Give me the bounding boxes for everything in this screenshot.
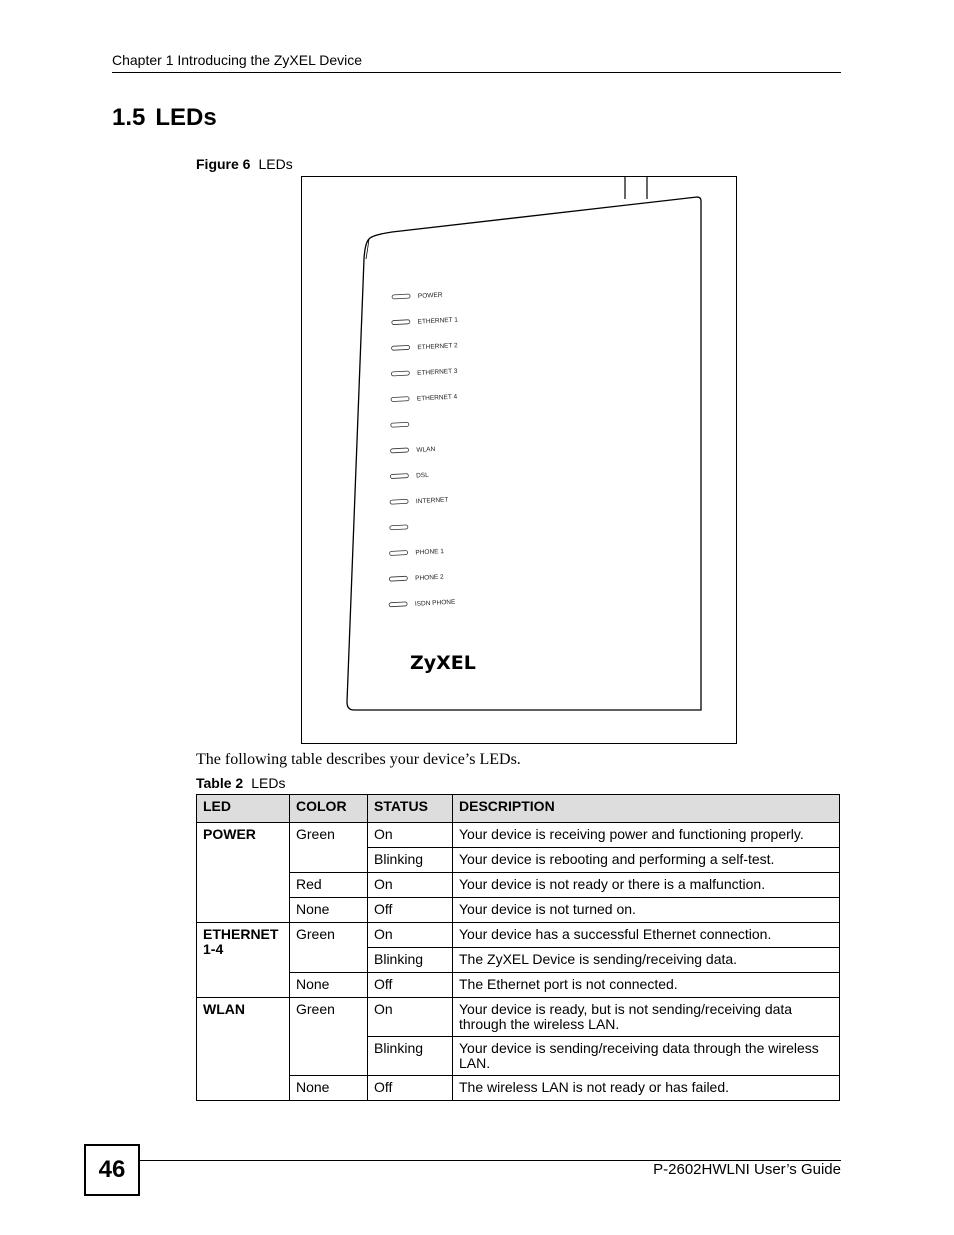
section-title: LEDs <box>155 104 217 131</box>
led-indicator <box>392 294 410 299</box>
description-cell: The ZyXEL Device is sending/receiving data. <box>453 948 840 973</box>
led-indicator <box>391 397 409 402</box>
table-row <box>197 923 840 948</box>
led-label: ETHERNET 4 <box>416 393 458 403</box>
description-cell: Your device is receiving power and functioning properly. <box>453 823 840 848</box>
header-led: LED <box>197 795 290 823</box>
table-label: Table 2 <box>196 775 244 791</box>
led-name-cell: POWER <box>197 823 290 923</box>
led-indicator <box>391 448 409 453</box>
description-cell: Your device is ready, but is not sending/receiving data through the wireless LAN. <box>453 998 840 1037</box>
led-name-cell: WLAN <box>197 998 290 1101</box>
figure-caption <box>196 156 293 173</box>
led-indicator <box>392 345 410 350</box>
device-figure <box>301 176 737 744</box>
header-color: COLOR <box>290 795 368 823</box>
status-cell: Off <box>368 973 453 998</box>
guide-title: P-2602HWLNI User’s Guide <box>653 1161 841 1178</box>
figure-title: LEDs <box>258 156 293 172</box>
status-cell: Off <box>368 1076 453 1101</box>
description-cell: Your device has a successful Ethernet connection. <box>453 923 840 948</box>
section-number: 1.5 <box>112 104 146 131</box>
led-indicator <box>390 474 408 479</box>
status-cell: Blinking <box>368 848 453 873</box>
status-cell: On <box>368 873 453 898</box>
zyxel-logo: ZyXEL <box>410 652 476 674</box>
color-cell: None <box>290 1076 368 1101</box>
page-number: 46 <box>84 1144 140 1196</box>
table-row <box>197 973 840 998</box>
figure-label: Figure 6 <box>196 156 251 172</box>
status-cell: Blinking <box>368 1037 453 1076</box>
page-header <box>112 52 841 73</box>
intro-paragraph: The following table describes your device’s LEDs. <box>196 751 521 768</box>
led-label: ETHERNET 1 <box>417 316 459 326</box>
table-row <box>197 998 840 1037</box>
led-label: PHONE 1 <box>415 548 445 557</box>
led-indicator <box>391 371 409 376</box>
table-body <box>197 823 840 1101</box>
led-label: PHONE 2 <box>414 573 444 583</box>
led-label: DSL <box>415 471 429 480</box>
section-heading <box>112 104 217 132</box>
header-status: STATUS <box>368 795 453 823</box>
led-indicator <box>392 320 410 325</box>
color-cell: Red <box>290 873 368 898</box>
table-header-row <box>197 795 840 823</box>
description-cell: The Ethernet port is not connected. <box>453 973 840 998</box>
led-label: ISDN PHONE <box>414 598 456 608</box>
color-cell: None <box>290 973 368 998</box>
led-label: ETHERNET 2 <box>417 342 458 352</box>
led-indicator <box>390 499 408 504</box>
device-illustration <box>302 177 736 743</box>
table-caption <box>196 775 285 792</box>
chapter-title: Chapter 1 Introducing the ZyXEL Device <box>112 52 363 68</box>
status-cell: On <box>368 823 453 848</box>
table-row <box>197 873 840 898</box>
header-description: DESCRIPTION <box>453 795 840 823</box>
led-label: WLAN <box>416 445 436 454</box>
description-cell: Your device is not turned on. <box>453 898 840 923</box>
led-indicator <box>389 576 407 581</box>
table-row <box>197 898 840 923</box>
leds-table <box>196 794 840 1101</box>
table-row <box>197 823 840 848</box>
led-indicator <box>390 551 408 556</box>
led-indicator <box>389 602 407 607</box>
description-cell: Your device is sending/receiving data through the wireless LAN. <box>453 1037 840 1076</box>
color-cell: Green <box>290 998 368 1076</box>
color-cell: Green <box>290 923 368 973</box>
status-cell: Off <box>368 898 453 923</box>
led-label: POWER <box>417 291 443 300</box>
description-cell: The wireless LAN is not ready or has failed. <box>453 1076 840 1101</box>
led-label: INTERNET <box>415 496 449 506</box>
table-title: LEDs <box>251 775 286 791</box>
color-cell: Green <box>290 823 368 873</box>
table-row <box>197 1076 840 1101</box>
led-indicator <box>391 422 409 427</box>
status-cell: On <box>368 923 453 948</box>
status-cell: Blinking <box>368 948 453 973</box>
description-cell: Your device is not ready or there is a malfunction. <box>453 873 840 898</box>
led-label: ETHERNET 3 <box>416 367 458 377</box>
status-cell: On <box>368 998 453 1037</box>
led-name-cell: ETHERNET 1-4 <box>197 923 290 998</box>
description-cell: Your device is rebooting and performing a self-test. <box>453 848 840 873</box>
color-cell: None <box>290 898 368 923</box>
led-indicator <box>390 525 408 530</box>
